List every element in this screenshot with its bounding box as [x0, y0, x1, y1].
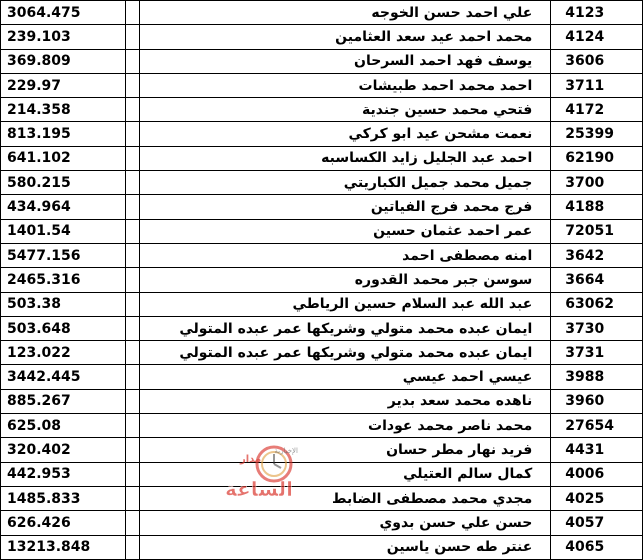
table-row — [1, 146, 643, 170]
spacer-cell — [125, 1, 140, 25]
spacer-cell — [125, 122, 140, 146]
name-cell: فريد نهار مطر حسان — [140, 438, 551, 462]
table-row — [1, 171, 643, 195]
code-cell: 3730 — [551, 316, 643, 340]
spacer-cell — [125, 462, 140, 486]
spacer-cell — [125, 438, 140, 462]
amount-cell: 3064.475 — [1, 1, 126, 25]
spacer-cell — [125, 365, 140, 389]
table-row — [1, 73, 643, 97]
name-cell: ايمان عبده محمد متولي وشريكها عمر عبده المتولي — [140, 316, 551, 340]
amount-cell: 625.08 — [1, 414, 126, 438]
code-cell: 4172 — [551, 98, 643, 122]
name-cell: علي احمد حسن الخوجه — [140, 1, 551, 25]
amount-cell: 1401.54 — [1, 219, 126, 243]
name-cell: عيسي احمد عيسي — [140, 365, 551, 389]
spacer-cell — [125, 195, 140, 219]
code-cell: 4065 — [551, 535, 643, 559]
code-cell: 4188 — [551, 195, 643, 219]
spacer-cell — [125, 486, 140, 510]
spacer-cell — [125, 49, 140, 73]
name-cell: سوسن جبر محمد القدوره — [140, 268, 551, 292]
code-cell: 3731 — [551, 341, 643, 365]
spacer-cell — [125, 243, 140, 267]
code-cell: 3988 — [551, 365, 643, 389]
table-row — [1, 535, 643, 559]
spacer-cell — [125, 219, 140, 243]
amount-cell: 369.809 — [1, 49, 126, 73]
table-row — [1, 511, 643, 535]
spacer-cell — [125, 389, 140, 413]
code-cell: 27654 — [551, 414, 643, 438]
amount-cell: 5477.156 — [1, 243, 126, 267]
name-cell: احمد محمد احمد طبيشات — [140, 73, 551, 97]
table-row — [1, 341, 643, 365]
code-cell: 3664 — [551, 268, 643, 292]
name-cell: حسن علي حسن بدوي — [140, 511, 551, 535]
name-cell: فتحي محمد حسين جندية — [140, 98, 551, 122]
amount-cell: 214.358 — [1, 98, 126, 122]
code-cell: 3711 — [551, 73, 643, 97]
amount-cell: 229.97 — [1, 73, 126, 97]
code-cell: 4025 — [551, 486, 643, 510]
amount-cell: 1485.833 — [1, 486, 126, 510]
table-row — [1, 195, 643, 219]
amount-cell: 2465.316 — [1, 268, 126, 292]
table-row — [1, 25, 643, 49]
table-row — [1, 98, 643, 122]
name-cell: ايمان عبده محمد متولي وشريكها عمر عبده المتولي — [140, 341, 551, 365]
name-cell: احمد عبد الجليل زايد الكساسبه — [140, 146, 551, 170]
spacer-cell — [125, 146, 140, 170]
spacer-cell — [125, 341, 140, 365]
amount-cell: 813.195 — [1, 122, 126, 146]
code-cell: 62190 — [551, 146, 643, 170]
name-cell: جميل محمد جميل الكباريتي — [140, 171, 551, 195]
table-row — [1, 219, 643, 243]
code-cell: 3606 — [551, 49, 643, 73]
spacer-cell — [125, 171, 140, 195]
table-row — [1, 316, 643, 340]
table-row — [1, 1, 643, 25]
spacer-cell — [125, 73, 140, 97]
name-cell: عنتر طه حسن ياسين — [140, 535, 551, 559]
name-cell: كمال سالم العتيلي — [140, 462, 551, 486]
table-row — [1, 438, 643, 462]
name-cell: يوسف فهد احمد السرحان — [140, 49, 551, 73]
table-row — [1, 486, 643, 510]
name-cell: فرج محمد فرج الفياتين — [140, 195, 551, 219]
code-cell: 3642 — [551, 243, 643, 267]
name-cell: ناهده محمد سعد بدير — [140, 389, 551, 413]
code-cell: 4006 — [551, 462, 643, 486]
table-row — [1, 243, 643, 267]
amount-cell: 626.426 — [1, 511, 126, 535]
table-row — [1, 414, 643, 438]
watermark-subtitle: الإخبارية — [274, 447, 298, 455]
spacer-cell — [125, 316, 140, 340]
code-cell: 3960 — [551, 389, 643, 413]
code-cell: 25399 — [551, 122, 643, 146]
spacer-cell — [125, 511, 140, 535]
code-cell: 72051 — [551, 219, 643, 243]
code-cell: 4431 — [551, 438, 643, 462]
watermark-main-text: الساعة — [224, 477, 294, 501]
code-cell: 3700 — [551, 171, 643, 195]
amount-cell: 442.953 — [1, 462, 126, 486]
name-cell: مجدي محمد مصطفى الضابط — [140, 486, 551, 510]
amount-cell: 641.102 — [1, 146, 126, 170]
table-row — [1, 292, 643, 316]
name-cell: عمر احمد عثمان حسين — [140, 219, 551, 243]
code-cell: 4124 — [551, 25, 643, 49]
amount-cell: 434.964 — [1, 195, 126, 219]
name-cell: محمد احمد عيد سعد العثامين — [140, 25, 551, 49]
spacer-cell — [125, 268, 140, 292]
amount-cell: 503.38 — [1, 292, 126, 316]
name-cell: محمد ناصر محمد عودات — [140, 414, 551, 438]
amount-cell: 580.215 — [1, 171, 126, 195]
spacer-cell — [125, 292, 140, 316]
name-cell: امنه مصطفى احمد — [140, 243, 551, 267]
spacer-cell — [125, 25, 140, 49]
table-body — [1, 1, 643, 560]
table-row — [1, 268, 643, 292]
amount-cell: 3442.445 — [1, 365, 126, 389]
watermark-top-text: مدار — [240, 454, 262, 465]
amount-cell: 503.648 — [1, 316, 126, 340]
amount-cell: 320.402 — [1, 438, 126, 462]
code-cell: 4057 — [551, 511, 643, 535]
amount-cell: 885.267 — [1, 389, 126, 413]
table-row — [1, 462, 643, 486]
spacer-cell — [125, 535, 140, 559]
table-row — [1, 49, 643, 73]
table-row — [1, 389, 643, 413]
code-cell: 4123 — [551, 1, 643, 25]
table-row — [1, 122, 643, 146]
amount-cell: 13213.848 — [1, 535, 126, 559]
code-cell: 63062 — [551, 292, 643, 316]
name-cell: عبد الله عبد السلام حسين الرياطي — [140, 292, 551, 316]
name-cell: نعمت مشحن عيد ابو كركي — [140, 122, 551, 146]
spacer-cell — [125, 414, 140, 438]
spacer-cell — [125, 98, 140, 122]
amount-cell: 239.103 — [1, 25, 126, 49]
amount-cell: 123.022 — [1, 341, 126, 365]
table-row — [1, 365, 643, 389]
